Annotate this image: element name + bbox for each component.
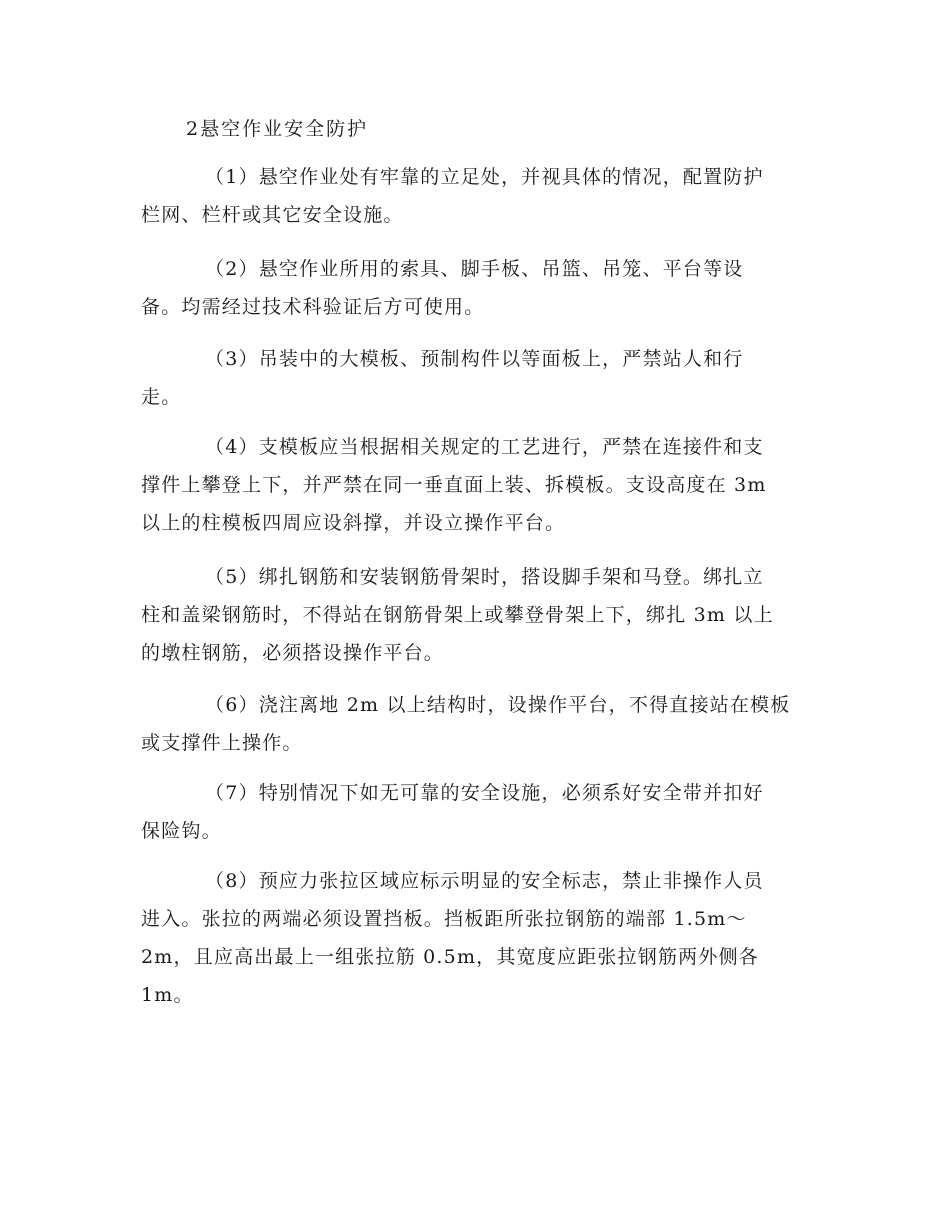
paragraph-line: 1m。 xyxy=(141,984,194,1006)
paragraph-line: 进入。张拉的两端必须设置挡板。挡板距所张拉钢筋的端部 1.5m～ xyxy=(141,908,747,930)
paragraph-5 xyxy=(141,558,821,672)
paragraph-7 xyxy=(141,774,821,850)
section-heading: 2悬空作业安全防护 xyxy=(186,118,369,140)
paragraph-line: 保险钩。 xyxy=(141,820,222,842)
paragraph-line: 或支撑件上操作。 xyxy=(141,732,303,754)
paragraph-1 xyxy=(141,158,821,234)
paragraph-line: 备。均需经过技术科验证后方可使用。 xyxy=(141,296,485,318)
paragraph-line: （7）特别情况下如无可靠的安全设施，必须系好安全带并扣好 xyxy=(205,782,764,804)
paragraph-2 xyxy=(141,250,821,326)
paragraph-4 xyxy=(141,428,821,542)
paragraph-6 xyxy=(141,686,821,762)
paragraph-line: 的墩柱钢筋，必须搭设操作平台。 xyxy=(141,642,445,664)
paragraph-8 xyxy=(141,862,821,1014)
paragraph-line: （4）支模板应当根据相关规定的工艺进行，严禁在连接件和支 xyxy=(205,436,764,458)
paragraph-line: （2）悬空作业所用的索具、脚手板、吊篮、吊笼、平台等设 xyxy=(205,258,744,280)
paragraph-line: 以上的柱模板四周应设斜撑，并设立操作平台。 xyxy=(141,512,566,534)
paragraph-line: （1）悬空作业处有牢靠的立足处，并视具体的情况，配置防护 xyxy=(205,166,764,188)
paragraph-line: 2m，且应高出最上一组张拉筋 0.5m，其宽度应距张拉钢筋两外侧各 xyxy=(141,946,759,968)
paragraph-line: 柱和盖梁钢筋时，不得站在钢筋骨架上或攀登骨架上下，绑扎 3m 以上 xyxy=(141,604,774,626)
paragraph-line: （8）预应力张拉区域应标示明显的安全标志，禁止非操作人员 xyxy=(205,870,764,892)
paragraph-line: （5）绑扎钢筋和安装钢筋骨架时，搭设脚手架和马登。绑扎立 xyxy=(205,566,764,588)
paragraph-3 xyxy=(141,340,821,416)
paragraph-line: 栏网、栏杆或其它安全设施。 xyxy=(141,204,404,226)
paragraph-line: 走。 xyxy=(141,386,182,408)
paragraph-line: （6）浇注离地 2m 以上结构时，设操作平台，不得直接站在模板 xyxy=(205,694,791,716)
paragraph-line: （3）吊装中的大模板、预制构件以等面板上，严禁站人和行 xyxy=(205,348,744,370)
paragraph-line: 撑件上攀登上下，并严禁在同一垂直面上装、拆模板。支设高度在 3m xyxy=(141,474,767,496)
